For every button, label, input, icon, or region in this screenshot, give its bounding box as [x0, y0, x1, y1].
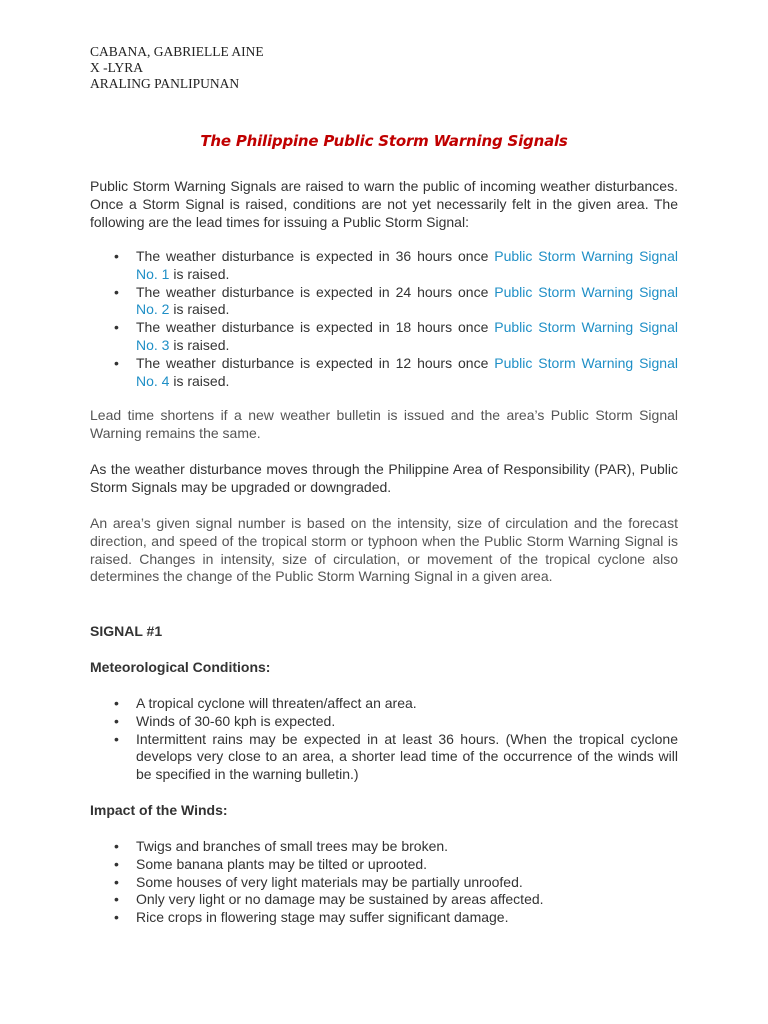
meteorological-list [90, 695, 678, 784]
list-item: • Some banana plants may be tilted or uprooted. [114, 855, 428, 872]
signal-link[interactable]: Public Storm Warning Signal No. 1 [136, 248, 678, 282]
bullet-icon: • [114, 873, 119, 890]
meteorological-heading: Meteorological Conditions: [90, 659, 271, 675]
signal-link[interactable]: Public Storm Warning Signal No. 2 [136, 283, 678, 318]
impact-heading: Impact of the Winds: [90, 802, 228, 818]
intro-paragraph: Public Storm Warning Signals are raised to warn the public of incoming weather disturbances. Once a Storm Signal is raised, conditions are not yet necessarily felt in the given area. The following are the lead times for issuing a Public Storm Signal: [90, 178, 678, 230]
signal-link[interactable]: Public Storm Warning Signal No. 4 [136, 354, 678, 389]
bullet-icon: • [114, 909, 119, 926]
impact-list [90, 838, 678, 927]
bullet-icon: • [114, 248, 119, 264]
student-header [90, 44, 264, 92]
list-item: • The weather disturbance is expected in 24 hours once Public Storm Warning Signal No. 2 is raised. [114, 283, 678, 318]
subject-name: ARALING PANLIPUNAN [90, 76, 240, 91]
list-item: • The weather disturbance is expected in 12 hours once Public Storm Warning Signal No. 4 is raised. [114, 354, 678, 389]
bullet-icon: • [114, 838, 119, 854]
bullet-icon: • [114, 855, 119, 872]
list-item: • Winds of 30-60 kph is expected. [114, 712, 336, 729]
list-item: • Rice crops in flowering stage may suffer significant damage. [114, 909, 509, 926]
list-item: • Only very light or no damage may be sustained by areas affected. [114, 891, 544, 908]
student-name: CABANA, GABRIELLE AINE [90, 44, 264, 59]
document-title: The Philippine Public Storm Warning Signals [200, 132, 568, 150]
list-item: • Intermittent rains may be expected in at least 36 hours. (When the tropical cyclone develops very close to an area, a shorter lead time of the occurrence of the winds will be specified in the warning bulletin.) [114, 730, 678, 783]
par-paragraph: As the weather disturbance moves through the Philippine Area of Responsibility (PAR), Public Storm Signals may be upgraded or downgraded. [90, 461, 678, 495]
lead-time-paragraph: Lead time shortens if a new weather bulletin is issued and the area’s Public Storm Signal Warning remains the same. [90, 407, 678, 441]
bullet-icon: • [114, 319, 119, 336]
area-signal-paragraph: An area’s given signal number is based on the intensity, size of circulation and the forecast direction, and speed of the tropical storm or typhoon when the Public Storm Warning Signal is raised. Changes in intensity, size of circulation, or movement of the tropical cyclone also determines the change of the Public Storm Warning Signal in a given area. [90, 515, 678, 585]
bullet-icon: • [114, 354, 119, 371]
bullet-icon: • [114, 695, 119, 711]
list-item: • The weather disturbance is expected in 18 hours once Public Storm Warning Signal No. 3 is raised. [114, 319, 678, 353]
bullet-icon: • [114, 891, 119, 908]
bullet-icon: • [114, 730, 119, 747]
list-item: • Twigs and branches of small trees may be broken. [114, 838, 449, 854]
signal-link[interactable]: Public Storm Warning Signal No. 3 [136, 319, 678, 353]
bullet-icon: • [114, 712, 119, 729]
list-item: • Some houses of very light materials may be partially unroofed. [114, 873, 523, 890]
list-item: • The weather disturbance is expected in 36 hours once Public Storm Warning Signal No. 1 is raised. [114, 248, 678, 282]
signal-heading: SIGNAL #1 [90, 623, 163, 639]
list-item: • A tropical cyclone will threaten/affect an area. [114, 695, 417, 711]
bullet-icon: • [114, 283, 119, 300]
student-section: X -LYRA [90, 60, 144, 75]
lead-times-list [90, 248, 678, 390]
